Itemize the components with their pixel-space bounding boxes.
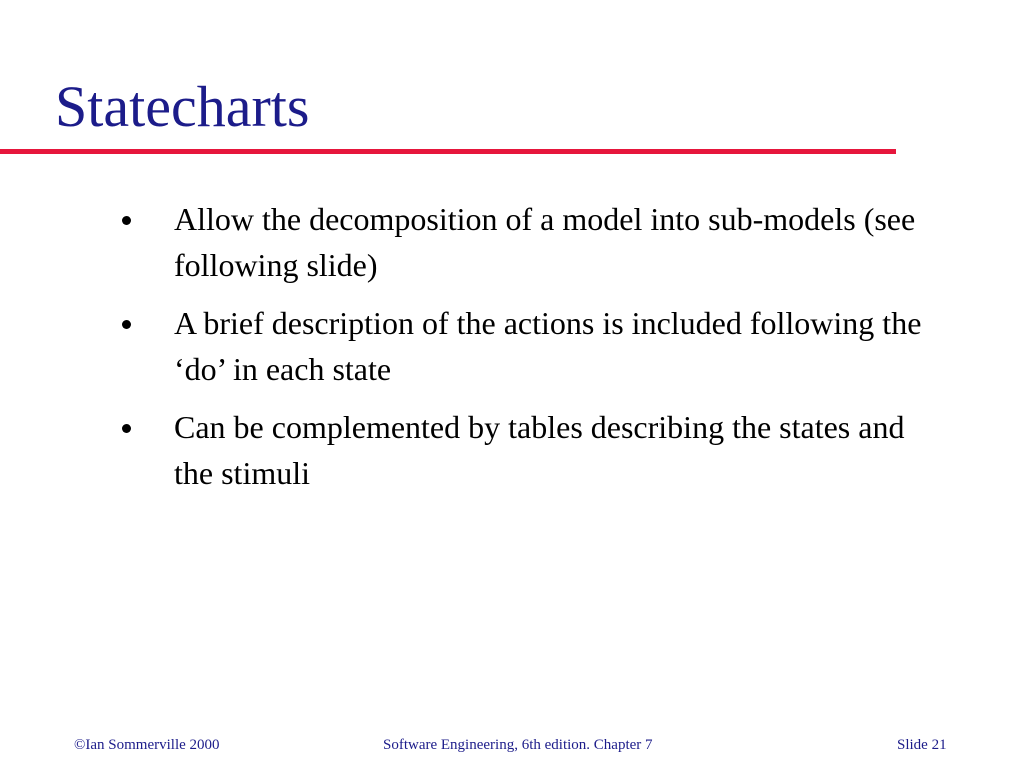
- bullet-text: Can be complemented by tables describing the states and the stimuli: [174, 409, 905, 491]
- title-underline: [0, 149, 896, 154]
- bullet-item: [122, 196, 942, 288]
- bullet-list: [122, 196, 942, 508]
- bullet-item: [122, 404, 942, 496]
- bullet-dot-icon: [122, 424, 131, 433]
- bullet-item: [122, 300, 942, 392]
- slide-title: Statecharts: [55, 74, 310, 139]
- bullet-text: Allow the decomposition of a model into sub-models (see following slide): [174, 201, 916, 283]
- footer-book-title: Software Engineering, 6th edition. Chapter 7: [383, 737, 653, 753]
- footer-copyright: ©Ian Sommerville 2000: [74, 737, 220, 753]
- bullet-dot-icon: [122, 320, 131, 329]
- footer-slide-number: Slide 21: [897, 737, 947, 753]
- bullet-dot-icon: [122, 216, 131, 225]
- bullet-text: A brief description of the actions is included following the ‘do’ in each state: [174, 305, 922, 387]
